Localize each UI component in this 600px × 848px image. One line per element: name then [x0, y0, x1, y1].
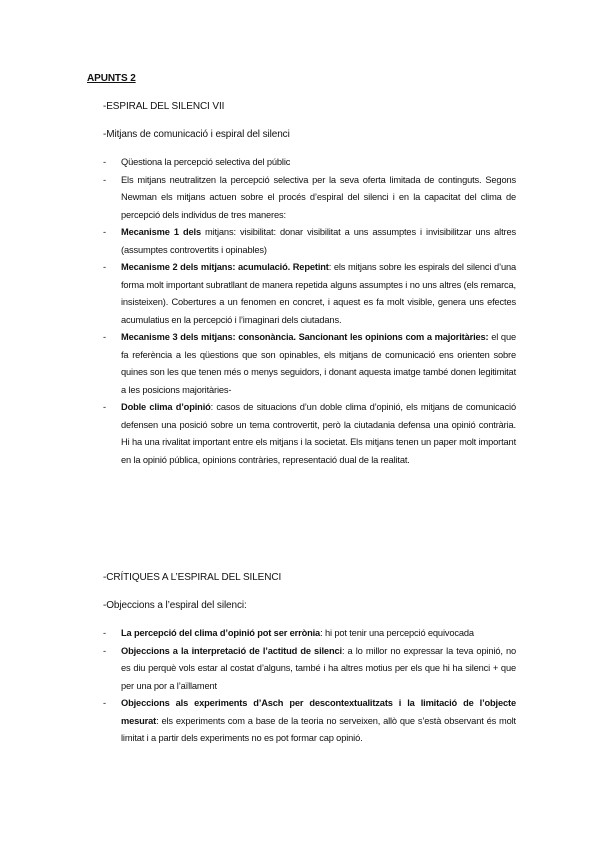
list-item: - Mecanisme 1 dels mitjans: visibilitat: donar visibilitat a uns assumptes i invisibilitzar uns altres (assumptes controvertits i opinables)	[103, 224, 516, 259]
section-subheading-objeccions: -Objeccions a l’espiral del silenci:	[103, 600, 247, 611]
bullet-dash: -	[103, 174, 106, 185]
bullet-dash: -	[103, 628, 106, 638]
page-title: APUNTS 2	[87, 73, 136, 84]
list-item: - Objeccions a la interpretació de l’actitud de silenci: a lo millor no expressar la teva opinió, no es diu perquè vols estar al costat d’alguns, també i ha altres motius per els que hi ha silenci + que per una por a l’aïllament	[103, 643, 516, 696]
bullet-dash: -	[103, 402, 106, 412]
section-heading-critiques: -CRÍTIQUES A L’ESPIRAL DEL SILENCI	[103, 572, 282, 583]
bullet-list-mitjans	[103, 154, 516, 469]
bullet-dash: -	[103, 262, 106, 272]
list-item: - Doble clima d’opinió: casos de situacions d’un doble clima d’opinió, els mitjans de comunicació defensen una posició sobre un tema controvertit, però la ciutadania defensa una opinió contrària. Hi ha una rivalitat important entre els mitjans i la societat. Els mitjans tenen un paper molt important en la opinió pública, opinions contràries, representació dual de la realitat.	[103, 399, 516, 469]
list-item: - Els mitjans neutralitzen la percepció selectiva per la seva oferta limitada de continguts. Segons Newman els mitjans actuen sobre el procés d’espiral del silenci i en la capacitat del clima de percepció dels individus de tres maneres:	[103, 172, 516, 225]
bullet-dash: -	[103, 698, 106, 708]
list-item: - Qüestiona la percepció selectiva del públic	[103, 154, 516, 172]
bullet-list-objeccions	[103, 625, 516, 748]
bullet-dash: -	[103, 227, 106, 237]
section-subheading-mitjans: -Mitjans de comunicació i espiral del silenci	[103, 129, 290, 140]
section-heading-espiral: -ESPIRAL DEL SILENCI VII	[103, 101, 225, 112]
list-item: - La percepció del clima d’opinió pot ser errònia: hi pot tenir una percepció equivocada	[103, 625, 516, 643]
bullet-dash: -	[103, 645, 106, 656]
list-item: - Mecanisme 3 dels mitjans: consonància. Sancionant les opinions com a majoritàries: el que fa referència a les qüestions que son opinables, els mitjans de comunicació ens orienten sobre quines son les que tenen més o menys seguidors, i donant aquesta imatge també donen legitimitat a les posicions majoritàries-	[103, 329, 516, 399]
list-item: - Objeccions als experiments d’Asch per descontextualitzats i la limitació de l’objecte mesurat: els experiments com a base de la teoria no serveixen, allò que s’està observant és molt limitat i a partir dels experiments no es pot formar cap opinió.	[103, 695, 516, 748]
bullet-dash: -	[103, 157, 106, 167]
bullet-dash: -	[103, 332, 106, 342]
list-item: - Mecanisme 2 dels mitjans: acumulació. Repetint: els mitjans sobre les espirals del silenci d’una forma molt important subratllant de manera repetida alguns assumptes i no uns altres (els remarca, insisteixen). Cobertures a un fenomen en concret, i aquest es fa molt visible, genera uns efectes acumulatius en la percepció i l’imaginari dels ciutadans.	[103, 259, 516, 329]
